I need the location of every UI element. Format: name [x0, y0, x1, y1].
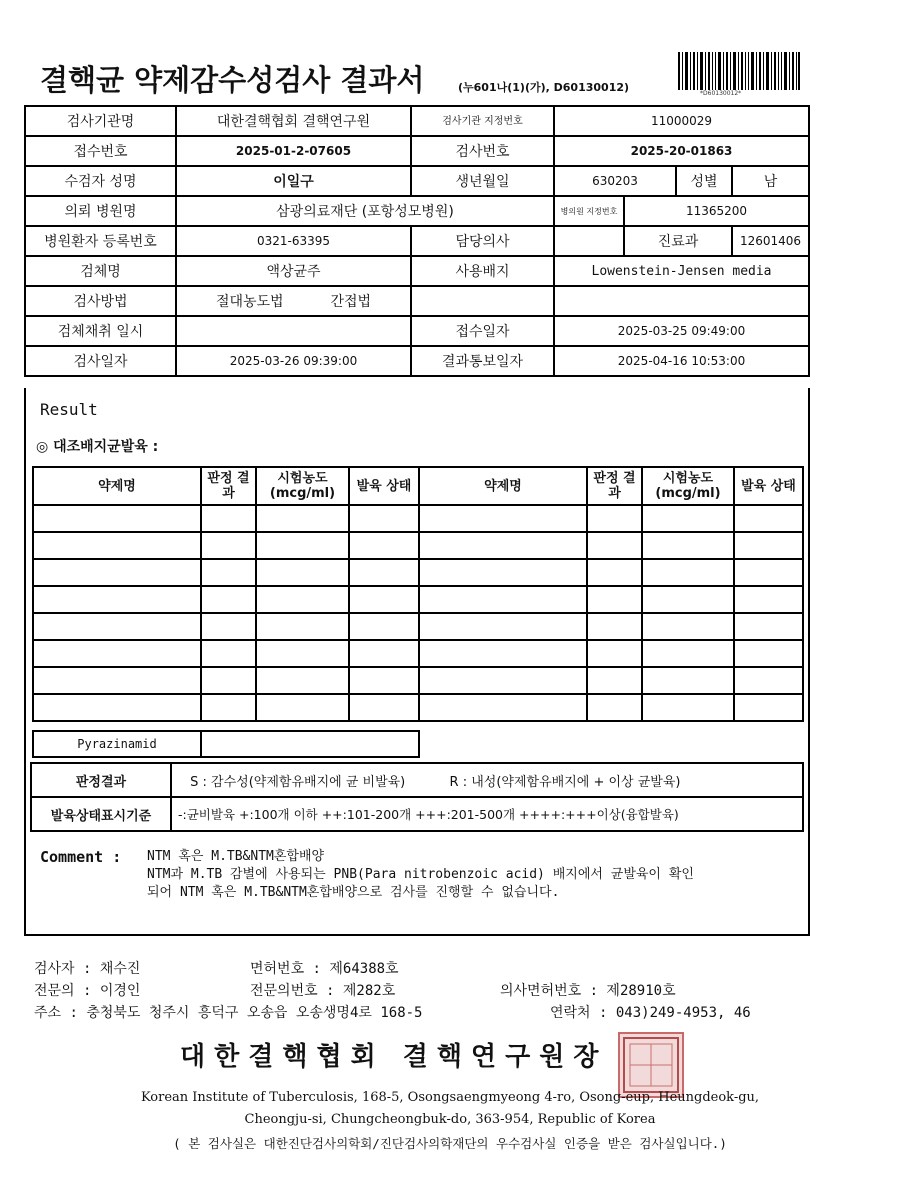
table-cell	[642, 667, 734, 694]
pza-label: Pyrazinamid	[33, 731, 201, 757]
method-empty-2	[554, 286, 809, 316]
table-cell	[734, 586, 803, 613]
test-date-value: 2025-03-26 09:39:00	[176, 346, 411, 376]
english-address-2: Cheongju-si, Chungcheongbuk-do, 363-954, Republic of Korea	[244, 1112, 656, 1127]
judge-r: R : 내성(약제함유배지에 + 이상 균발육)	[449, 774, 681, 790]
table-cell	[419, 613, 587, 640]
table-cell	[201, 505, 256, 532]
table-row	[33, 667, 803, 694]
table-cell	[33, 505, 201, 532]
table-cell	[349, 640, 419, 667]
table-cell	[349, 559, 419, 586]
table-cell	[256, 613, 349, 640]
table-cell	[256, 694, 349, 721]
table-cell	[587, 532, 642, 559]
birth-value: 630203	[554, 166, 676, 196]
table-cell	[642, 532, 734, 559]
table-cell	[33, 559, 201, 586]
table-cell	[256, 505, 349, 532]
table-cell	[33, 532, 201, 559]
table-cell	[256, 532, 349, 559]
english-address-1: Korean Institute of Tuberculosis, 168-5, Osongsaengmyeong 4-ro, Osong-eup, Heungdeok-gu,	[140, 1090, 760, 1105]
hospital-value: 삼광의료재단 (포항성모병원)	[176, 196, 554, 226]
doctor-label: 담당의사	[411, 226, 554, 256]
table-cell	[419, 505, 587, 532]
notify-value: 2025-04-16 10:53:00	[554, 346, 809, 376]
table-row	[33, 532, 803, 559]
official-seal-icon	[618, 1032, 684, 1098]
table-cell	[33, 667, 201, 694]
receipt-date-label: 접수일자	[411, 316, 554, 346]
table-cell	[201, 559, 256, 586]
phone: 연락처 : 043)249-4953, 46	[550, 1005, 751, 1021]
col-judge-2: 판정 결과	[587, 467, 642, 505]
table-cell	[734, 532, 803, 559]
agency-no-value: 11000029	[554, 106, 809, 136]
table-row	[33, 559, 803, 586]
col-concentration-2: 시험농도 (mcg/ml)	[642, 467, 734, 505]
table-cell	[419, 694, 587, 721]
specimen-value: 액상균주	[176, 256, 411, 286]
table-cell	[642, 559, 734, 586]
dept-value: 12601406	[732, 226, 809, 256]
test-no-label: 검사번호	[411, 136, 554, 166]
table-cell	[419, 667, 587, 694]
drug-result-table	[32, 466, 804, 722]
table-cell	[33, 694, 201, 721]
test-no-value: 2025-20-01863	[554, 136, 809, 166]
dept-label: 진료과	[624, 226, 732, 256]
receipt-no-label: 접수번호	[25, 136, 176, 166]
doctor-license-no: 의사면허번호 : 제28910호	[500, 983, 676, 999]
test-date-label: 검사일자	[25, 346, 176, 376]
address: 주소 : 충청북도 청주시 흥덕구 오송읍 오송생명4로 168-5	[34, 1005, 423, 1021]
table-cell	[256, 667, 349, 694]
table-cell	[734, 694, 803, 721]
table-cell	[587, 667, 642, 694]
info-table	[24, 105, 810, 377]
method-empty	[411, 286, 554, 316]
institute-name: 대한결핵협회 결핵연구원장	[180, 1042, 608, 1072]
growth-legend-label: 발육상태표시기준	[31, 797, 171, 831]
table-cell	[587, 586, 642, 613]
examiner: 검사자 : 채수진	[34, 961, 141, 977]
table-cell	[33, 613, 201, 640]
table-cell	[587, 505, 642, 532]
pyrazinamide-row	[32, 730, 420, 758]
col-judge: 판정 결과	[201, 467, 256, 505]
hospital-label: 의뢰 병원명	[25, 196, 176, 226]
table-cell	[349, 505, 419, 532]
table-row	[33, 694, 803, 721]
table-cell	[587, 559, 642, 586]
result-label: Result	[40, 400, 98, 419]
table-cell	[256, 559, 349, 586]
medium-label: 사용배지	[411, 256, 554, 286]
table-cell	[587, 694, 642, 721]
document-code: (누601나(1)(가), D60130012)	[458, 81, 630, 94]
method-value-1: 절대농도법	[215, 294, 284, 310]
table-cell	[419, 559, 587, 586]
table-cell	[419, 532, 587, 559]
agency-value: 대한결핵협회 결핵연구원	[176, 106, 411, 136]
table-cell	[734, 559, 803, 586]
judge-s: S : 감수성(약제함유배지에 균 비발육)	[190, 774, 406, 790]
table-cell	[349, 667, 419, 694]
table-row	[33, 586, 803, 613]
hospital-no-value: 11365200	[624, 196, 809, 226]
table-cell	[256, 586, 349, 613]
judge-legend-label: 판정결과	[31, 763, 171, 797]
col-concentration: 시험농도 (mcg/ml)	[256, 467, 349, 505]
table-cell	[256, 640, 349, 667]
table-row	[33, 505, 803, 532]
method-value-2: 간접법	[330, 294, 372, 310]
comment-line-1: NTM 혹은 M.TB&NTM혼합배양	[147, 849, 325, 864]
patient-reg-value: 0321-63395	[176, 226, 411, 256]
table-cell	[419, 586, 587, 613]
table-cell	[201, 613, 256, 640]
table-cell	[642, 613, 734, 640]
patient-name-value: 이일구	[176, 166, 411, 196]
table-cell	[734, 640, 803, 667]
agency-no-label: 검사기관 지정번호	[411, 106, 554, 136]
receipt-no-value: 2025-01-2-07605	[176, 136, 411, 166]
collect-value	[176, 316, 411, 346]
table-cell	[419, 640, 587, 667]
table-cell	[201, 667, 256, 694]
certification-note: ( 본 검사실은 대한진단검사의학회/진단검사의학재단의 우수검사실 인증을 받은 검사실입니다.)	[173, 1136, 727, 1151]
document-title: 결핵균 약제감수성검사 결과서	[40, 63, 425, 97]
col-drug-name-2: 약제명	[419, 467, 587, 505]
table-cell	[642, 694, 734, 721]
table-cell	[201, 694, 256, 721]
table-cell	[734, 505, 803, 532]
specialist-no: 전문의번호 : 제282호	[250, 983, 396, 999]
table-cell	[734, 667, 803, 694]
method-value	[176, 286, 411, 316]
receipt-date-value: 2025-03-25 09:49:00	[554, 316, 809, 346]
table-row	[33, 613, 803, 640]
notify-label: 결과통보일자	[411, 346, 554, 376]
method-label: 검사방법	[25, 286, 176, 316]
table-cell	[201, 640, 256, 667]
table-cell	[587, 640, 642, 667]
judge-legend-value	[171, 763, 803, 797]
table-cell	[734, 613, 803, 640]
table-cell	[642, 586, 734, 613]
col-growth-2: 발육 상태	[734, 467, 803, 505]
agency-label: 검사기관명	[25, 106, 176, 136]
comment-line-2: NTM과 M.TB 감별에 사용되는 PNB(Para nitrobenzoic acid) 배지에서 균발육이 확인	[147, 867, 694, 882]
barcode-text: *D60130012*	[700, 90, 742, 97]
comment-line-3: 되어 NTM 혹은 M.TB&NTM혼합배양으로 검사를 진행할 수 없습니다.	[147, 885, 560, 900]
table-row	[33, 640, 803, 667]
table-cell	[201, 532, 256, 559]
sex-value: 남	[732, 166, 809, 196]
medium-value: Lowenstein-Jensen media	[554, 256, 809, 286]
table-cell	[587, 613, 642, 640]
pza-value	[201, 731, 419, 757]
barcode-icon	[678, 52, 800, 90]
table-cell	[642, 640, 734, 667]
patient-reg-label: 병원환자 등록번호	[25, 226, 176, 256]
table-cell	[349, 694, 419, 721]
col-drug-name: 약제명	[33, 467, 201, 505]
sex-label: 성별	[676, 166, 732, 196]
patient-name-label: 수검자 성명	[25, 166, 176, 196]
table-cell	[349, 532, 419, 559]
table-cell	[349, 613, 419, 640]
hospital-no-label: 병의원 지정번호	[554, 196, 624, 226]
specimen-label: 검체명	[25, 256, 176, 286]
growth-legend-value: -:균비발육 +:100개 이하 ++:101-200개 +++:201-500개 ++++:+++이상(융합발육)	[171, 797, 803, 831]
collect-label: 검체채취 일시	[25, 316, 176, 346]
legend-table	[30, 762, 804, 832]
table-cell	[349, 586, 419, 613]
specialist: 전문의 : 이경인	[34, 983, 141, 999]
table-cell	[33, 640, 201, 667]
table-cell	[33, 586, 201, 613]
license-no: 면허번호 : 제64388호	[250, 961, 399, 977]
comment-label: Comment :	[40, 848, 122, 866]
table-cell	[642, 505, 734, 532]
table-cell	[201, 586, 256, 613]
doctor-value	[554, 226, 624, 256]
control-growth-label: ◎ 대조배지균발육 :	[36, 439, 159, 455]
col-growth: 발육 상태	[349, 467, 419, 505]
birth-label: 생년월일	[411, 166, 554, 196]
